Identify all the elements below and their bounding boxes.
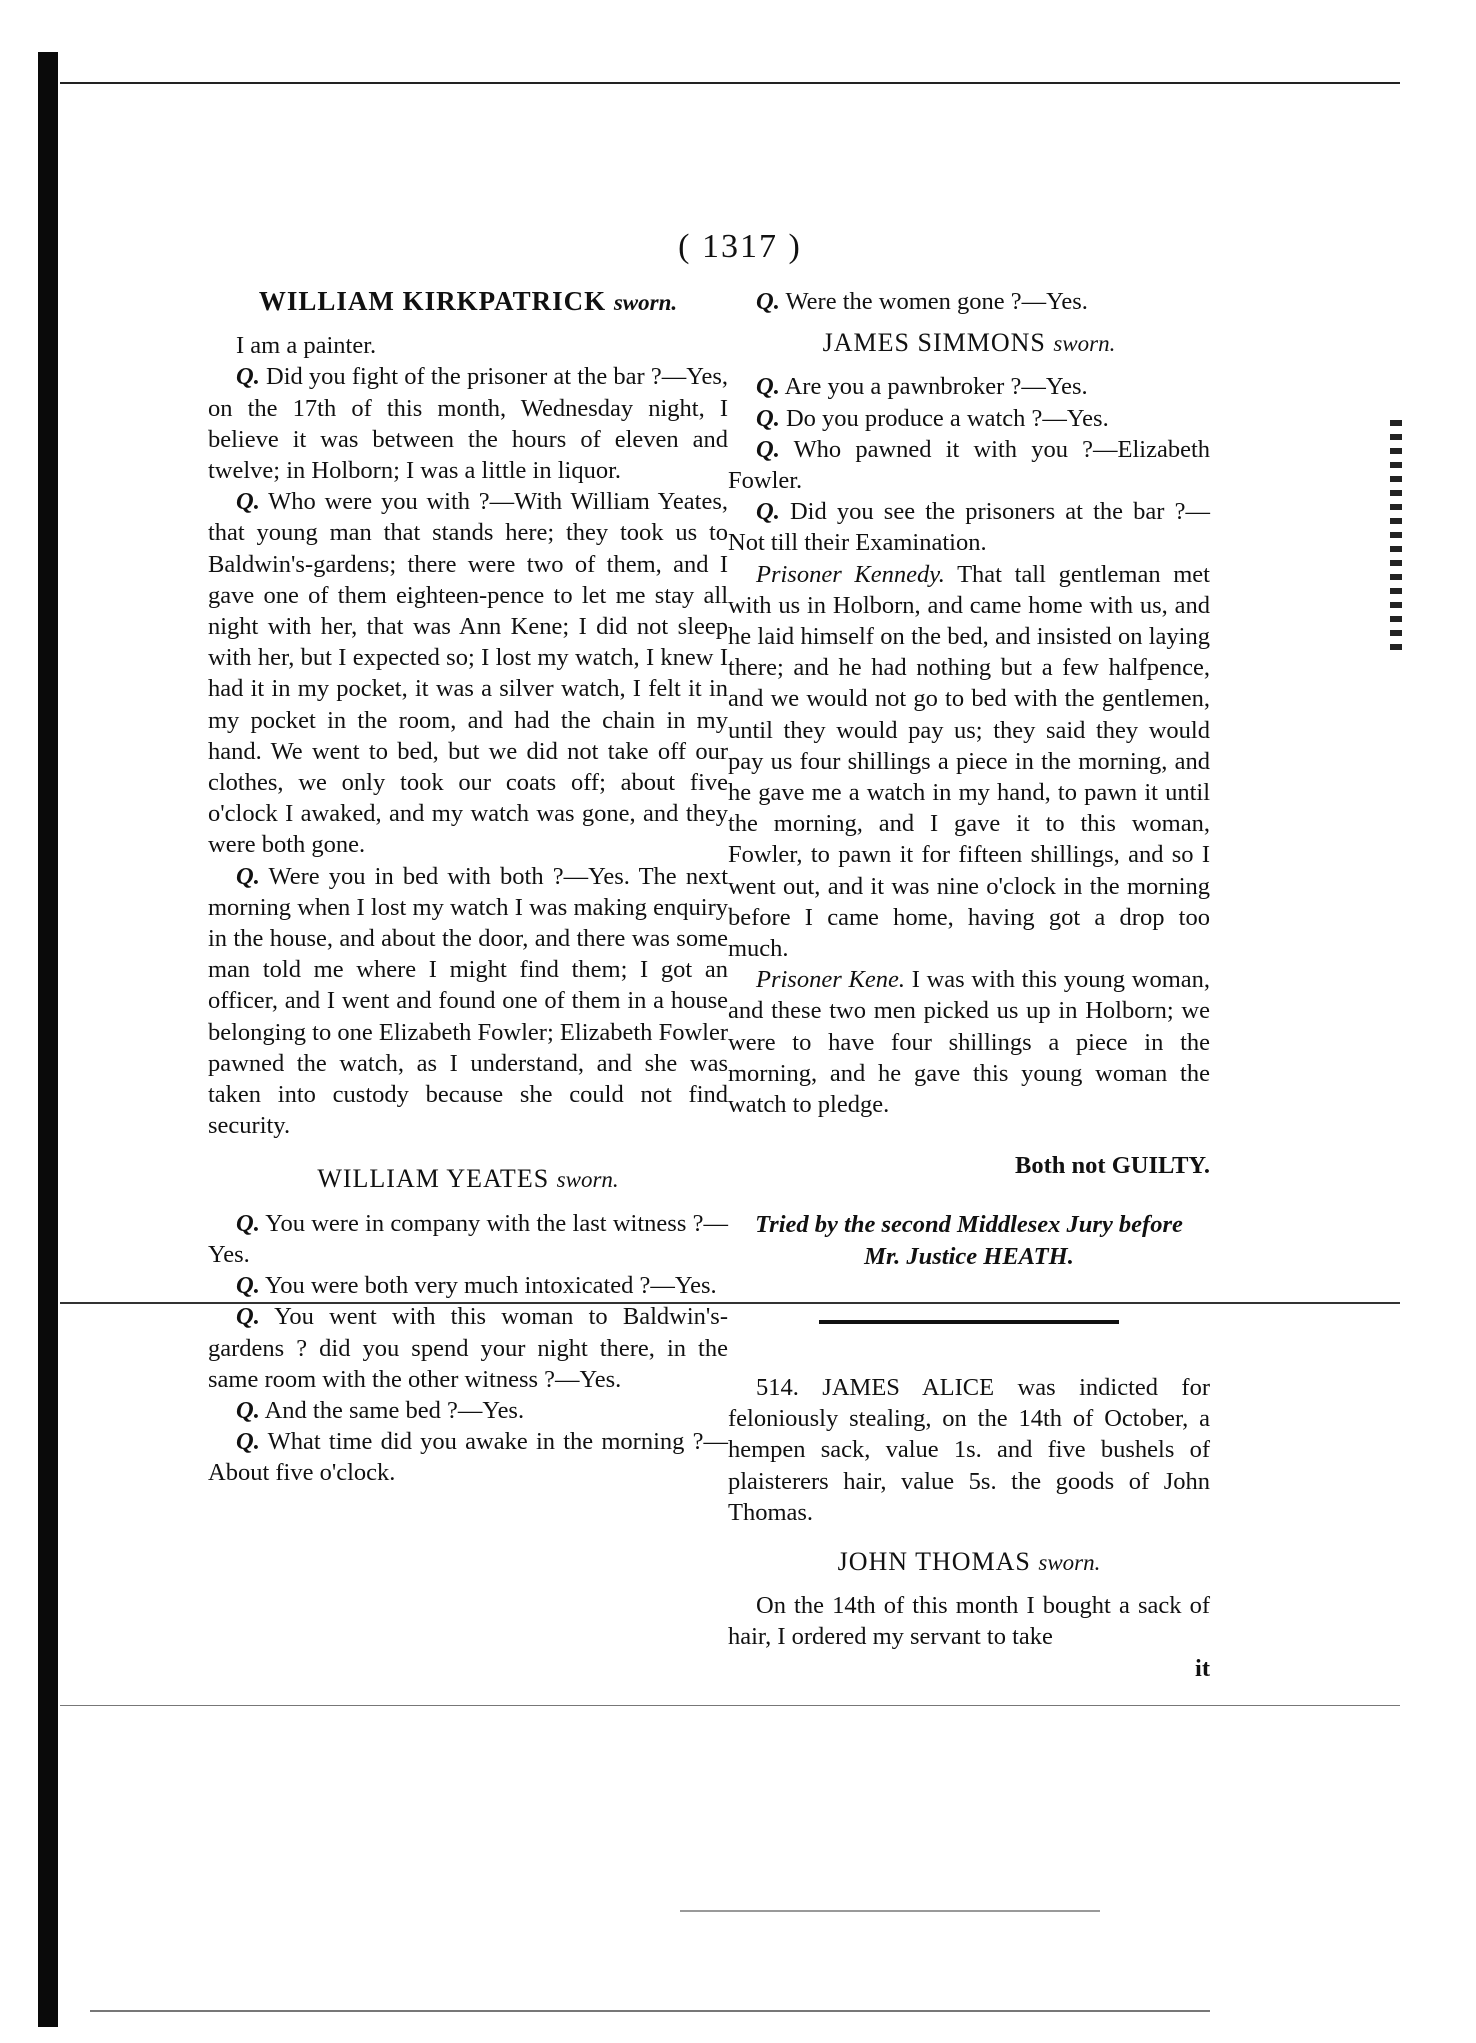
speaker-label: Prisoner Kene. xyxy=(756,966,905,994)
testimony-text: And the same bed ?—Yes. xyxy=(264,1396,525,1424)
question-mark: Q. xyxy=(756,435,780,463)
scan-rule-top xyxy=(60,82,1400,84)
testimony-paragraph xyxy=(728,286,1210,317)
question-mark: Q. xyxy=(756,373,780,401)
statement-text: That tall gentleman met with us in Holborn, and came home with us, and he laid himself on the bed, and insisted on laying there; and he had nothing but a few halfpence, and we would not go to bed with the gentlemen, until they would pay us; they said they would pay us four shillings a piece in the morning, and he gave me a watch in my hand, to pawn it until the morning, and I gave it to this woman, Fowler, to pawn it for fifteen shillings, and so I went out, and it was nine o'clock in the morning before I came home, having got a drop too much. xyxy=(728,560,1210,963)
question-mark: Q. xyxy=(236,1209,260,1237)
question-mark: Q. xyxy=(236,1396,260,1424)
testimony-text: You went with this woman to Baldwin's-gardens ? did you spend your night there, in the same room with the other witness ?—Yes. xyxy=(208,1303,728,1393)
testimony-text: Did you fight of the prisoner at the bar ?—Yes, on the 17th of this month, Wednesday night, I believe it was between the hours of eleven and twelve; in Holborn; I was a little in liquor. xyxy=(208,363,728,485)
testimony-paragraph xyxy=(208,1301,728,1395)
testimony-paragraph xyxy=(728,434,1210,496)
witness-name: JAMES SIMMONS xyxy=(822,328,1046,358)
testimony-text: What time did you awake in the morning ?—About five o'clock. xyxy=(208,1428,728,1487)
scan-rule-footer xyxy=(680,1910,1100,1912)
statement-text: I was with this young woman, and these two men picked us up in Holborn; we were to have four shillings a piece in the morning, and he gave this young woman the watch to pledge. xyxy=(728,966,1211,1119)
scan-binding-shadow xyxy=(38,52,58,2027)
testimony-paragraph xyxy=(208,1426,728,1488)
question-mark: Q. xyxy=(756,288,780,315)
jury-note-line: Tried by the second Middlesex Jury before xyxy=(755,1211,1183,1239)
testimony-text: Who pawned it with you ?—Elizabeth Fowler. xyxy=(728,435,1211,495)
judge-line: Mr. Justice HEATH. xyxy=(864,1242,1074,1270)
question-mark: Q. xyxy=(236,1428,260,1456)
sworn-label: sworn. xyxy=(613,290,678,315)
testimony-paragraph xyxy=(728,403,1210,434)
testimony-text: You were in company with the last witness ?—Yes. xyxy=(208,1209,728,1268)
testimony-paragraph: I am a painter. xyxy=(236,332,377,360)
testimony-paragraph xyxy=(208,861,728,1142)
scan-rule-bottom xyxy=(90,2010,1210,2012)
witness-name: WILLIAM YEATES xyxy=(317,1164,550,1194)
testimony-text: Who were you with ?—With William Yeates, that young man that stands here; they took us to Baldwin's-gardens; there were two of them, and I gave one of them eighteen-pence to let me stay all night with her, that was Ann Kene; I did not sleep with her, but I expected so; I lost my watch, I knew I had it in my pocket, it was a silver watch, I felt it in my pocket in the room, and had the chain in my hand. We went to bed, but we did not take off our clothes, we only took our coats off; about five o'clock I awaked, and my watch was gone, and they were both gone. xyxy=(208,488,728,859)
sworn-label: sworn. xyxy=(1053,331,1116,357)
testimony-paragraph xyxy=(208,1395,728,1426)
testimony-paragraph xyxy=(208,1270,728,1301)
witness-heading-simmons xyxy=(728,327,1210,359)
speaker-label: Prisoner Kennedy. xyxy=(756,560,945,588)
witness-name: JOHN THOMAS xyxy=(837,1546,1031,1576)
scan-rule-lower xyxy=(60,1705,1400,1706)
witness-heading-yeates xyxy=(208,1163,728,1195)
testimony-paragraph xyxy=(208,1208,728,1270)
catchword: it xyxy=(1195,1654,1210,1682)
question-mark: Q. xyxy=(756,498,780,526)
witness-heading-thomas xyxy=(728,1546,1210,1578)
witness-heading-kirkpatrick xyxy=(208,286,728,318)
testimony-paragraph xyxy=(728,371,1210,402)
testimony-paragraph: On the 14th of this month I bought a sack of hair, I ordered my servant to take xyxy=(728,1592,1210,1651)
testimony-text: Did you see the prisoners at the bar ?—Not till their Examination. xyxy=(728,498,1210,557)
question-mark: Q. xyxy=(236,862,260,890)
testimony-paragraph xyxy=(208,361,728,486)
left-column xyxy=(208,286,728,1489)
testimony-text: Were you in bed with both ?—Yes. The next morning when I lost my watch I was making enquiry in the house, and about the door, and there was some man told me where I might find them; I got an officer, and I went and found one of them in a house belonging to one Elizabeth Fowler; Elizabeth Fowler pawned the watch, as I understand, and she was taken into custody because she could not find security. xyxy=(208,862,728,1140)
verdict: Both not GUILTY. xyxy=(1015,1152,1210,1180)
testimony-paragraph xyxy=(208,486,728,860)
testimony-text: You were both very much intoxicated ?—Yes. xyxy=(265,1272,717,1300)
sworn-label: sworn. xyxy=(556,1167,619,1193)
question-mark: Q. xyxy=(236,363,260,391)
page-number: ( 1317 ) xyxy=(678,228,802,265)
testimony-paragraph xyxy=(728,496,1210,558)
right-column xyxy=(728,286,1210,1684)
prisoner-statement xyxy=(728,559,1210,965)
case-paragraph: 514. JAMES ALICE was indicted for feloniously stealing, on the 14th of October, a hempen sack, value 1s. and five bushels of plaisterers hair, value 5s. the goods of John Thomas. xyxy=(728,1373,1210,1526)
question-mark: Q. xyxy=(236,1272,260,1300)
question-mark: Q. xyxy=(236,488,260,516)
prisoner-statement xyxy=(728,964,1210,1120)
question-mark: Q. xyxy=(236,1303,260,1331)
question-mark: Q. xyxy=(756,404,780,432)
testimony-text: Are you a pawnbroker ?—Yes. xyxy=(784,373,1088,401)
testimony-text: Were the women gone ?—Yes. xyxy=(785,288,1088,315)
sworn-label: sworn. xyxy=(1038,1549,1101,1575)
testimony-text: Do you produce a watch ?—Yes. xyxy=(785,404,1109,432)
witness-name: WILLIAM KIRKPATRICK xyxy=(258,286,607,316)
section-separator xyxy=(819,1320,1119,1324)
scan-marks-right xyxy=(1390,420,1402,650)
